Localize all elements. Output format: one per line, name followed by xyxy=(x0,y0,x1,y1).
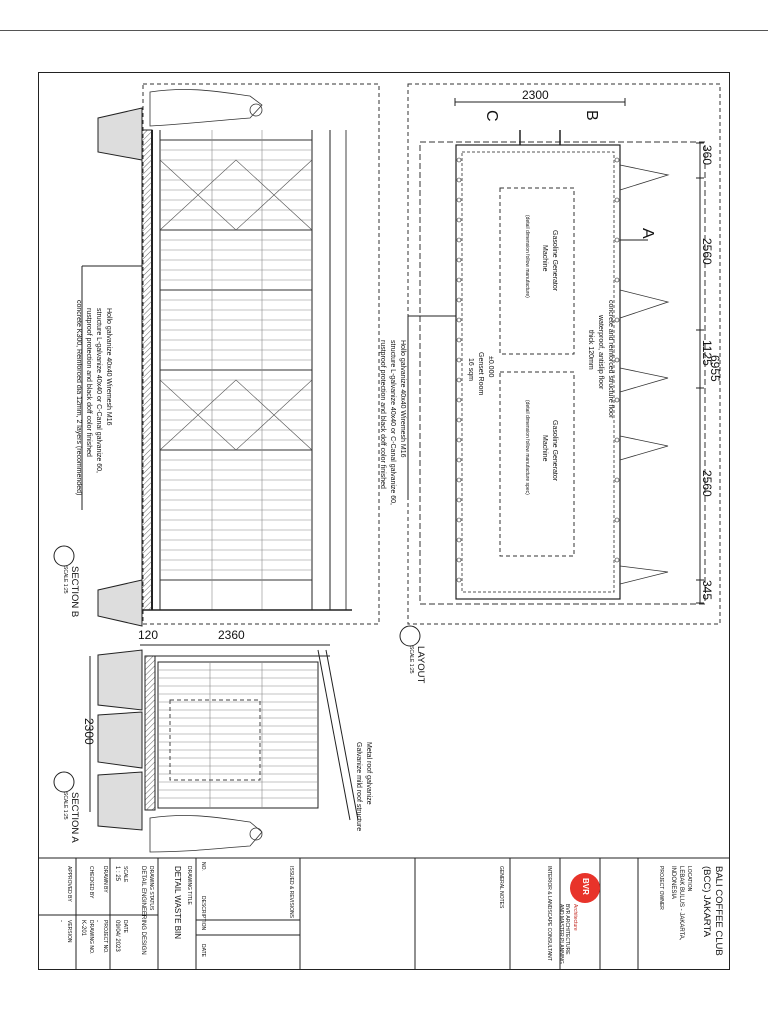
section-a-scale: SCALE 1:25 xyxy=(62,792,68,820)
drawing-title: DETAIL WASTE BIN xyxy=(173,866,182,940)
section-a-marker xyxy=(54,772,74,792)
generator-1-sub: Machine xyxy=(541,245,548,272)
bvr-logo-sub: Architecture xyxy=(572,904,578,931)
scale-figure xyxy=(150,89,262,852)
drawing-title-label: DRAWING TITLE xyxy=(186,866,192,905)
drawing-no-value: K-201 xyxy=(80,920,86,937)
section-a-title: SECTION A xyxy=(69,792,80,843)
section-b-title: SECTION B xyxy=(69,566,80,618)
location-line-2: INDONESIA xyxy=(670,866,676,900)
drawn-by-label: DRAWN BY xyxy=(102,866,108,893)
generator-2-note: (detail dimension follow manufacture spec) xyxy=(524,400,530,495)
drawing-status-label: DRAWING STATUS xyxy=(148,866,154,911)
consultant-name-1: BVR ARCHITECTURE xyxy=(564,904,570,955)
layout-floor-1: concrete and reinforced structure floor xyxy=(607,300,614,419)
section-b-note-4: concrete K300, Reinforced dia 12mm, 2 layers (recommended) xyxy=(75,300,82,496)
location-line-1: LEBAK BULUS - JAKARTA, xyxy=(678,866,684,941)
project-title-2: (BCC) JAKARTA xyxy=(701,866,712,937)
scale-label: SCALE xyxy=(122,866,128,883)
layout-dim-top: 2300 xyxy=(522,88,549,102)
layout-dim-5: 345 xyxy=(700,580,714,601)
section-b-note-3: rustproof protection and black doff color finished xyxy=(85,308,92,457)
consultant-label: INTERIOR & LANDSCAPE CONSULTANT xyxy=(546,866,552,961)
drawing-status: DETAIL ENGINEERING DESIGN xyxy=(140,866,146,955)
section-b-frame xyxy=(143,84,379,624)
layout-note-3: rustproof protection and black doff color finished xyxy=(379,340,386,489)
layout-dim-4: 2560 xyxy=(700,470,714,497)
stone-footing xyxy=(98,108,142,830)
layout-note-1: Hollo galvanize 40x40 Wiremesh M16 xyxy=(399,340,406,458)
layout-title: LAYOUT xyxy=(415,646,426,684)
section-b-note-2: structure L-galvanize 40x40 or C-Canal galvanize 60, xyxy=(95,308,102,473)
revision-description: DESCRIPTION xyxy=(200,896,206,931)
generator-1-label: Gasoline Generator xyxy=(551,230,558,292)
layout-dim-3: 1125 xyxy=(700,340,714,366)
layout-frame xyxy=(408,84,720,624)
generator-2-label: Gasoline Generator xyxy=(551,420,558,482)
revision-no: NO. xyxy=(200,862,206,871)
scale-value: 1 : 25 xyxy=(114,866,120,882)
layout-level: ±0.000 xyxy=(487,356,494,378)
layout-floor-3: thick 120mm xyxy=(587,330,594,370)
general-notes-label: GENERAL NOTES xyxy=(498,866,504,909)
project-title-1: BALI COFFEE CLUB xyxy=(713,866,724,956)
section-marker-c: C xyxy=(483,110,500,122)
generator-2-sub: Machine xyxy=(541,435,548,462)
section-a-note-2: Galvanize mild roof structure xyxy=(355,742,362,832)
project-no-value: - xyxy=(94,920,100,922)
layout-area: 16 sqm xyxy=(467,358,474,381)
layout-floor-2: waterproof, antislip floor xyxy=(597,315,604,390)
section-a-note-1: Metal roof galvanize xyxy=(365,742,372,805)
drawing-no-label: DRAWING NO. xyxy=(88,920,94,955)
section-a-dim-120: 120 xyxy=(138,628,159,642)
layout-room: Genset Room xyxy=(477,352,484,396)
version-label: VERSION xyxy=(66,920,72,943)
date-label: DATE xyxy=(122,920,128,933)
section-b-marker xyxy=(54,546,74,566)
approved-by-label: APPROVED BY xyxy=(66,866,72,902)
section-marker-a: A xyxy=(639,228,656,239)
layout-scale: SCALE 1:25 xyxy=(408,646,414,674)
layout-marker xyxy=(400,626,420,646)
location-label: LOCATION xyxy=(686,866,692,892)
layout-dim-total: 6955 xyxy=(708,355,722,382)
checked-by-label: CHECKED BY xyxy=(88,866,94,899)
date-value: 09/04/ 2023 xyxy=(114,920,120,952)
version-value: - xyxy=(58,920,64,922)
layout-note-2: structure L-galvanize 40x40 or C-Canal galvanize 60, xyxy=(389,340,396,505)
project-owner-label: PROJECT OWNER xyxy=(658,866,664,910)
section-b-scale: SCALE 1:25 xyxy=(62,566,68,594)
revision-label: ISSUED & REVISIONS xyxy=(288,866,294,918)
bvr-logo-text: BVR xyxy=(581,878,590,895)
section-a-dim-2300: 2300 xyxy=(82,718,96,745)
section-marker-b: B xyxy=(583,110,600,121)
consultant-name-2: AND MASTER PLANNING xyxy=(558,904,564,964)
layout-dim-1: 360 xyxy=(700,145,714,166)
revision-date: DATE xyxy=(200,944,206,957)
project-no-label: PROJECT NO. xyxy=(102,920,108,954)
generator-1-note: (detail dimension follow manufacture) xyxy=(524,215,530,298)
section-a-dim-2360: 2360 xyxy=(218,628,245,642)
section-b-note-1: Hollo galvanize 40x40 Wiremesh M16 xyxy=(105,308,112,426)
layout-dim-2: 2560 xyxy=(700,238,714,265)
